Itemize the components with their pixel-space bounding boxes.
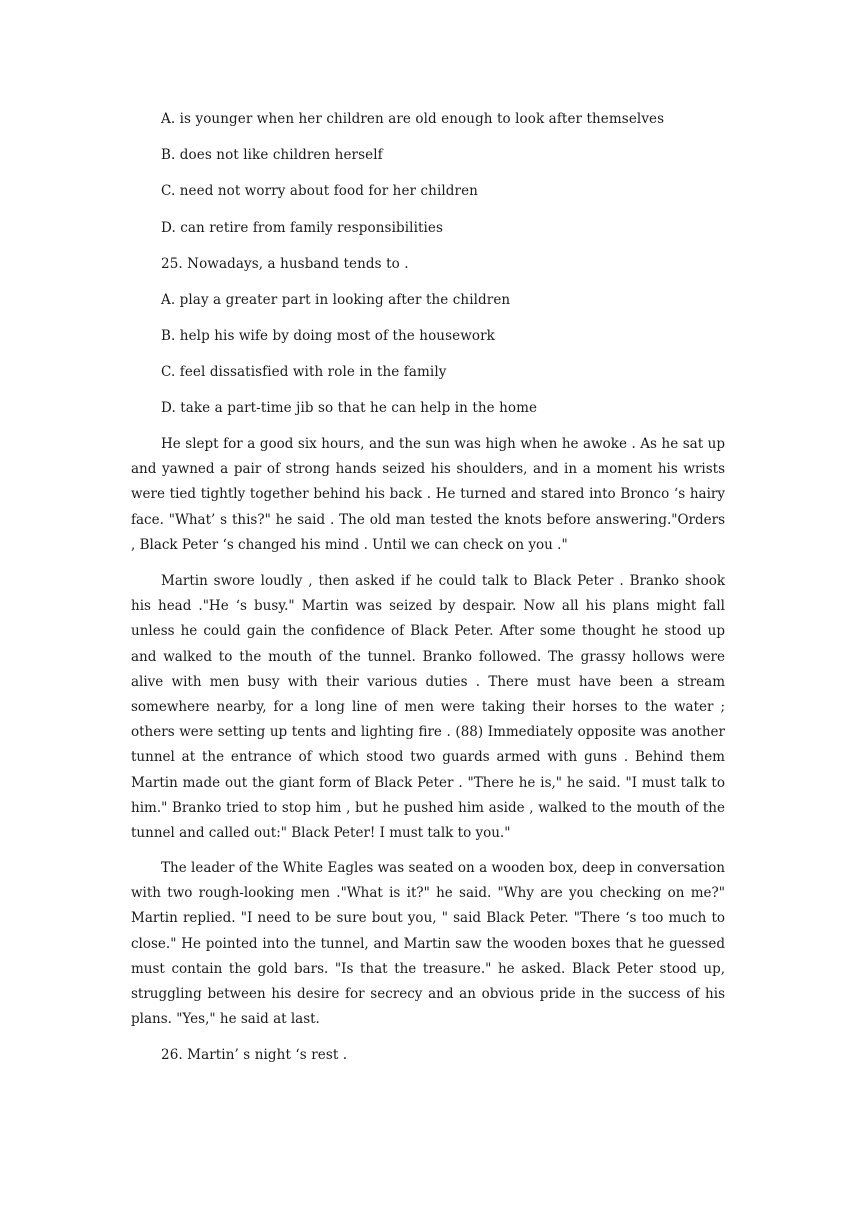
option-25-c: C. feel dissatisfied with role in the family [161, 364, 447, 380]
passage-paragraph-1: He slept for a good six hours, and the sun was high when he awoke . As he sat up and yawned a pair of strong hands seized his shoulders, and in a moment his wrists were tied tightly together behind his back . He turned and stared into Bronco ‘s hairy face. "What’ s this?" he said . The old man tested the knots before answering."Orders , Black Peter ‘s changed his mind . Until we can check on you ." [131, 436, 725, 553]
passage-paragraph-2: Martin swore loudly , then asked if he could talk to Black Peter . Branko shook his head ."He ‘s busy." Martin was seized by despair. Now all his plans might fall unless he could gain the confidence of Black Peter. After some thought he stood up and walked to the mouth of the tunnel. Branko followed. The grassy hollows were alive with men busy with their various duties . There must have been a stream somewhere nearby, for a long line of men were taking their horses to the water ; others were setting up tents and lighting fire . (88) Immediately opposite was another tunnel at the entrance of which stood two guards armed with guns . Behind them Martin made out the giant form of Black Peter . "There he is," he said. "I must talk to him." Branko tried to stop him , but he pushed him aside , walked to the mouth of the tunnel and called out:" Black Peter! I must talk to you." [131, 573, 725, 842]
passage-paragraph-3: The leader of the White Eagles was seated on a wooden box, deep in conversation with two rough-looking men ."What is it?" he said. "Why are you checking on me?" Martin replied. "I need to be sure bout you, " said Black Peter. "There ‘s too much to close." He pointed into the tunnel, and Martin saw the wooden boxes that he guessed must contain the gold bars. "Is that the treasure." he asked. Black Peter stood up, struggling between his desire for secrecy and an obvious pride in the success of his plans. "Yes," he said at last. [131, 860, 725, 1028]
option-24-a: A. is younger when her children are old enough to look after themselves [161, 111, 665, 127]
question-26: 26. Martin’ s night ‘s rest . [161, 1047, 348, 1063]
question-25: 25. Nowadays, a husband tends to . [161, 256, 409, 272]
option-25-a: A. play a greater part in looking after the children [161, 292, 511, 308]
option-25-d: D. take a part-time jib so that he can help in the home [161, 400, 538, 416]
option-24-c: C. need not worry about food for her children [161, 183, 478, 199]
option-24-d: D. can retire from family responsibilities [161, 220, 444, 236]
option-24-b: B. does not like children herself [161, 147, 383, 163]
option-25-b: B. help his wife by doing most of the housework [161, 328, 495, 344]
